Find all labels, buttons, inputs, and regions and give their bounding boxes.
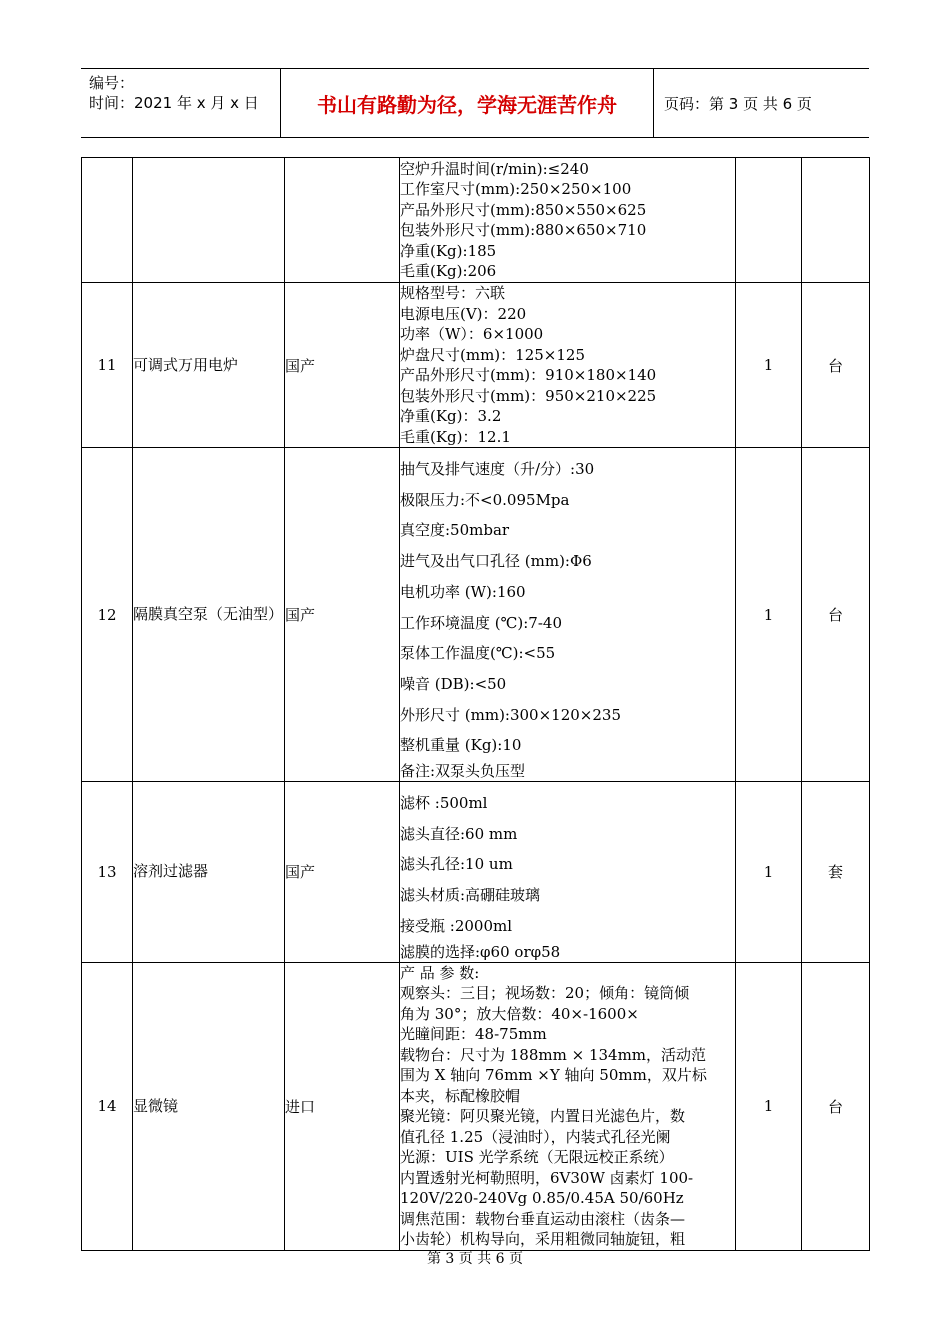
spec-line: 滤头直径:60 mm [400,824,518,843]
spec-line: 泵体工作温度(℃):<55 [400,644,556,663]
item-origin: 国产 [285,283,400,448]
row-number: 13 [82,782,133,963]
row-number: 11 [82,283,133,448]
spec-line: 滤膜的选择:φ60 orφ58 [400,942,561,961]
spec-line: 调焦范围：载物台垂直运动由滚柱（齿条— [400,1209,686,1228]
item-quantity: 1 [736,283,802,448]
spec-line: 备注:双泵头负压型 [400,762,526,781]
spec-line: 本夹，标配橡胶帽 [400,1086,521,1105]
item-spec [400,448,736,782]
item-name: 溶剂过滤器 [133,782,285,963]
item-unit: 台 [802,448,870,782]
item-origin [285,158,400,283]
item-spec [400,283,736,448]
spec-line: 极限压力:不<0.095Mpa [400,490,570,509]
spec-line: 电机功率 (W):160 [400,582,526,601]
spec-line: 进气及出气口孔径 (mm):Φ6 [400,552,592,571]
spec-line: 净重(Kg):185 [400,241,497,260]
spec-line: 工作室尺寸(mm):250×250×100 [400,180,632,198]
page-footer: 第 3 页 共 6 页 [426,1251,524,1267]
spec-line: 产品外形尺寸(mm)：910×180×140 [400,366,657,384]
item-name [133,158,285,283]
spec-line: 产 品 参 数: [400,963,480,982]
spec-line: 围为 X 轴向 76mm ×Y 轴向 50mm，双片标 [400,1066,707,1085]
spec-line: 外形尺寸 (mm):300×120×235 [400,705,622,724]
equipment-table [81,157,870,1251]
item-origin: 国产 [285,782,400,963]
spec-line: 包装外形尺寸(mm):880×650×710 [400,221,647,239]
time-label: 时间：2021 年 x 月 x 日 [89,94,259,112]
spec-line: 接受瓶 :2000ml [400,916,513,935]
item-spec [400,782,736,963]
item-quantity [736,158,802,283]
item-name: 隔膜真空泵（无油型） [133,448,285,782]
spec-line: 内置透射光柯勒照明，6V30W 卤素灯 100- [400,1168,694,1187]
item-origin: 进口 [285,962,400,1250]
spec-line: 观察头：三目；视场数：20；倾角：镜筒倾 [400,984,690,1003]
table-row [82,962,870,1250]
header-motto: 书山有路勤为径，学海无涯苦作舟 [281,69,654,137]
item-name: 可调式万用电炉 [133,283,285,448]
spec-line: 聚光镜：阿贝聚光镜，内置日光滤色片，数 [400,1107,686,1126]
spec-line: 光瞳间距：48-75mm [400,1025,547,1044]
spec-line: 值孔径 1.25（浸油时），内装式孔径光阑 [400,1127,671,1146]
header-page-label: 页码：第 3 页 共 6 页 [664,94,812,113]
spec-line: 工作环境温度 (℃):7-40 [400,613,563,632]
spec-line: 包装外形尺寸(mm)：950×210×225 [400,386,657,405]
item-spec [400,962,736,1250]
spec-line: 规格型号：六联 [400,284,506,302]
number-label: 编号： [89,74,135,92]
spec-line: 噪音 (DB):<50 [400,674,507,693]
spec-line: 角为 30°；放大倍数：40×-1600× [400,1004,639,1023]
item-origin: 国产 [285,448,400,782]
item-spec [400,158,736,283]
spec-line: 120V/220-240Vg 0.85/0.45A 50/60Hz [400,1189,684,1208]
spec-line: 滤杯 :500ml [400,794,488,813]
spec-line: 载物台：尺寸为 188mm × 134mm，活动范 [400,1045,707,1064]
item-name: 显微镜 [133,962,285,1250]
item-unit: 台 [802,962,870,1250]
table-row [82,158,870,283]
spec-line: 空炉升温时间(r/min):≤240 [400,159,589,178]
spec-line: 滤头材质:高硼硅玻璃 [400,886,541,905]
spec-line: 毛重(Kg)：12.1 [400,427,511,446]
table-row [82,782,870,963]
spec-line: 功率（W）：6×1000 [400,325,544,343]
item-quantity: 1 [736,782,802,963]
header-meta [81,69,281,137]
spec-line: 光源：UIS 光学系统（无限远校正系统） [400,1148,674,1167]
item-quantity: 1 [736,962,802,1250]
spec-line: 净重(Kg)：3.2 [400,407,502,425]
item-unit: 套 [802,782,870,963]
item-unit: 台 [802,283,870,448]
spec-line: 毛重(Kg):206 [400,262,497,280]
spec-line: 小齿轮）机构导向，采用粗微同轴旋钮，粗 [400,1230,686,1249]
spec-line: 真空度:50mbar [400,521,510,540]
table-row [82,448,870,782]
row-number: 12 [82,448,133,782]
spec-line: 整机重量 (Kg):10 [400,736,522,755]
row-number [82,158,133,283]
item-unit [802,158,870,283]
item-quantity: 1 [736,448,802,782]
spec-line: 滤头孔径:10 um [400,855,513,874]
row-number: 14 [82,962,133,1250]
spec-line: 炉盘尺寸(mm)：125×125 [400,345,585,364]
page-header [81,68,869,138]
spec-line: 电源电压(V)：220 [400,304,527,323]
spec-line: 抽气及排气速度（升/分）:30 [400,460,595,478]
spec-line: 产品外形尺寸(mm):850×550×625 [400,200,647,219]
table-row [82,283,870,448]
